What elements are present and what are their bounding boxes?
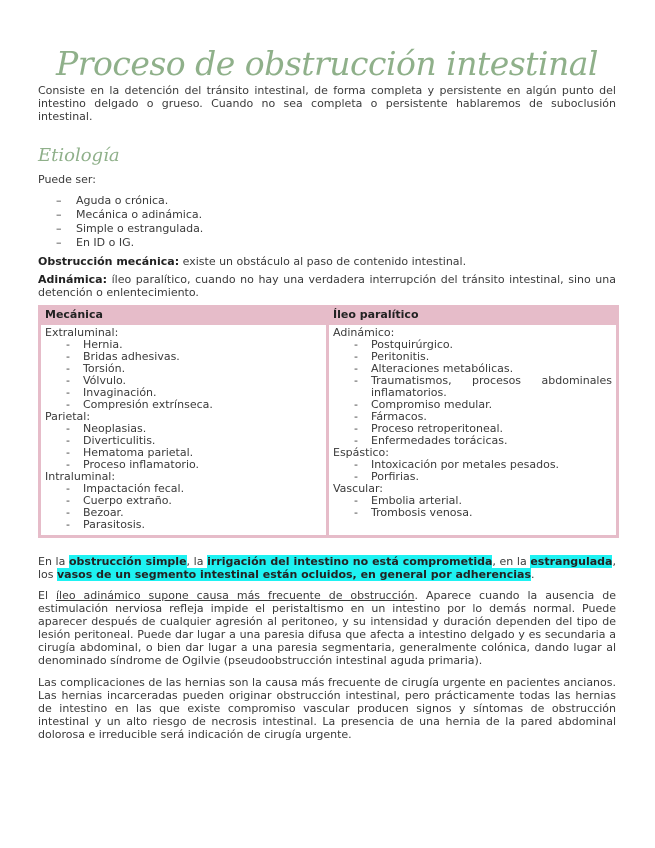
list-item: - Fármacos. bbox=[333, 411, 612, 423]
text: . bbox=[531, 568, 535, 581]
section-heading-etiologia: Etiología bbox=[38, 145, 120, 166]
list-item: - Compresión extrínseca. bbox=[45, 399, 322, 411]
term-mecanica: Obstrucción mecánica: bbox=[38, 255, 180, 268]
list-item: - Enfermedades torácicas. bbox=[333, 435, 612, 447]
category-label: Intraluminal: bbox=[45, 470, 116, 483]
category-list bbox=[333, 459, 612, 483]
list-item: - Hematoma parietal. bbox=[45, 447, 322, 459]
list-item: – Mecánica o adinámica. bbox=[38, 208, 616, 222]
paragraph-simple-estrangulada bbox=[38, 555, 616, 581]
text: En la bbox=[38, 555, 69, 568]
text: , en la bbox=[492, 555, 531, 568]
table-header-mecanica: Mecánica bbox=[41, 308, 326, 322]
text: , los bbox=[38, 555, 616, 581]
table-header-ileo: Íleo paralítico bbox=[329, 308, 616, 322]
table-cell-ileo bbox=[329, 325, 616, 535]
comparison-table bbox=[38, 305, 619, 538]
category-label: Vascular: bbox=[333, 482, 383, 495]
definition-text: íleo paralítico, cuando no hay una verdadera interrupción del tránsito intestinal, sino una detención o enlentecimiento. bbox=[38, 273, 616, 299]
list-item: – En ID o IG. bbox=[38, 236, 616, 250]
definition-mecanica bbox=[38, 255, 616, 268]
etiologia-list bbox=[38, 194, 616, 250]
paragraph-hernias: Las complicaciones de las hernias son la causa más frecuente de cirugía urgente en pacientes ancianos. Las hernias incarceradas pueden originar obstrucción intestinal, pero prácticamente todas las hernias de intestino en las que existe compromiso vascular producen signos y síntomas de obstrucción intestinal y un alto riesgo de necrosis intestinal. La presencia de una hernia de la pared abdominal dolorosa e irreducible será indicación de cirugía urgente. bbox=[38, 676, 616, 741]
list-item: - Proceso inflamatorio. bbox=[45, 459, 322, 471]
category-label: Espástico: bbox=[333, 446, 389, 459]
list-item: - Hernia. bbox=[45, 339, 322, 351]
list-item: - Torsión. bbox=[45, 363, 322, 375]
highlight-text: irrigación del intestino no está comprometida bbox=[207, 555, 493, 568]
list-item: - Neoplasias. bbox=[45, 423, 322, 435]
list-item: - Cuerpo extraño. bbox=[45, 495, 322, 507]
etiologia-lead: Puede ser: bbox=[38, 173, 96, 186]
list-item: - Intoxicación por metales pesados. bbox=[333, 459, 612, 471]
highlight-text: vasos de un segmento intestinal están ocluidos, en general por adherencias bbox=[57, 568, 532, 581]
list-item: - Embolia arterial. bbox=[333, 495, 612, 507]
list-item: - Postquirúrgico. bbox=[333, 339, 612, 351]
list-item: - Bezoar. bbox=[45, 507, 322, 519]
list-item: - Trombosis venosa. bbox=[333, 507, 612, 519]
intro-paragraph: Consiste en la detención del tránsito intestinal, de forma completa y persistente en algún punto del intestino delgado o grueso. Cuando no sea completa o persistente hablaremos de suboclusión intestinal. bbox=[38, 84, 616, 123]
list-item: - Bridas adhesivas. bbox=[45, 351, 322, 363]
text: . Aparece cuando la ausencia de estimulación nerviosa refleja impide el peristaltismo en un intestino por lo demás normal. Puede aparecer después de cualquier agresión al peritoneo, y su intensidad y duración dependen del tipo de lesión peritoneal. Puede dar lugar a una paresia difusa que afecta a intestino delgado y es secundaria a cirugía abdominal, o bien dar lugar a una paresia segmentaria, generalmente colónica, dando lugar al denominado síndrome de Ogilvie (pseudoobstrucción intestinal aguda primaria). bbox=[38, 589, 616, 667]
page-title: Proceso de obstrucción intestinal bbox=[56, 44, 598, 83]
list-item: - Invaginación. bbox=[45, 387, 322, 399]
category-list bbox=[45, 483, 322, 531]
document-page bbox=[38, 0, 616, 741]
category-list bbox=[45, 423, 322, 471]
list-item: - Traumatismos, procesos abdominales bbox=[333, 375, 612, 387]
list-item: - Porfirias. bbox=[333, 471, 612, 483]
category-list bbox=[333, 339, 612, 447]
paragraph-ileo-adinamico bbox=[38, 589, 616, 667]
definition-text: existe un obstáculo al paso de contenido intestinal. bbox=[179, 255, 467, 268]
list-item: - Diverticulitis. bbox=[45, 435, 322, 447]
category-list bbox=[333, 495, 612, 519]
list-item: - Impactación fecal. bbox=[45, 483, 322, 495]
category-list bbox=[45, 339, 322, 411]
highlight-text: obstrucción simple bbox=[68, 555, 187, 568]
list-item: - Alteraciones metabólicas. bbox=[333, 363, 612, 375]
text: , la bbox=[186, 555, 208, 568]
table-cell-mecanica bbox=[41, 325, 326, 535]
definitions bbox=[38, 255, 616, 299]
category-label: Extraluminal: bbox=[45, 326, 119, 339]
list-item: - Proceso retroperitoneal. bbox=[333, 423, 612, 435]
list-item: – Aguda o crónica. bbox=[38, 194, 616, 208]
list-item: - Peritonitis. bbox=[333, 351, 612, 363]
list-item: - Vólvulo. bbox=[45, 375, 322, 387]
category-label: Adinámico: bbox=[333, 326, 395, 339]
list-item: - Parasitosis. bbox=[45, 519, 322, 531]
underlined-text: íleo adinámico supone causa más frecuente de obstrucción bbox=[55, 589, 415, 602]
list-item-continuation: inflamatorios. bbox=[371, 386, 447, 399]
definition-adinamica bbox=[38, 273, 616, 299]
term-adinamica: Adinámica: bbox=[38, 273, 107, 286]
list-item: – Simple o estrangulada. bbox=[38, 222, 616, 236]
category-label: Parietal: bbox=[45, 410, 91, 423]
text: El bbox=[38, 589, 56, 602]
list-item: - Compromiso medular. bbox=[333, 399, 612, 411]
highlight-text: estrangulada bbox=[530, 555, 613, 568]
